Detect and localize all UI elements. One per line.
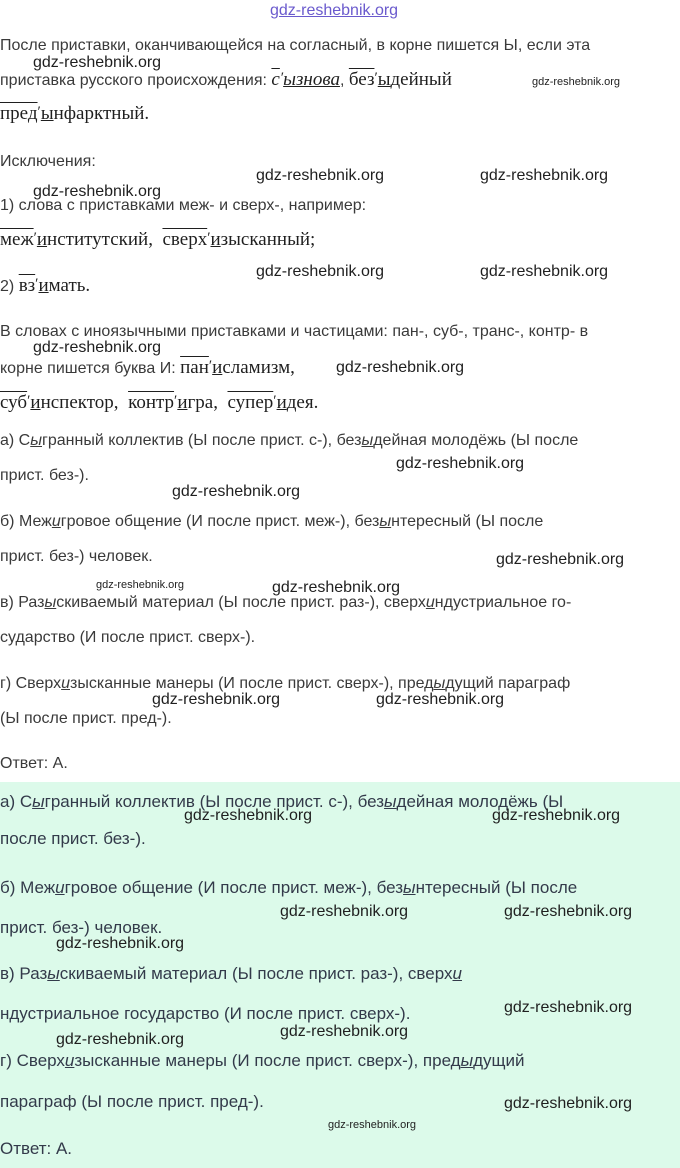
- watermark: gdz-reshebnik.org: [272, 579, 401, 596]
- exceptions-item-2: 2) вз′имать.: [0, 275, 91, 296]
- green-answer-b-line-1: б) Межигровое общение (И после прист. меж-), безынтересный (Ы после: [0, 878, 578, 897]
- answer-a-line-2: прист. без-).: [0, 467, 89, 484]
- example-sznova: с′ызнова: [271, 69, 340, 90]
- watermark: gdz-reshebnik.org: [256, 167, 385, 184]
- answer-a-line-1: а) Сыгранный коллектив (Ы после прист. с-), безыдейная молодёжь (Ы после: [0, 432, 579, 449]
- watermark: gdz-reshebnik.org: [256, 263, 385, 280]
- answer-b-line-1: б) Межигровое общение (И после прист. меж-), безынтересный (Ы после: [0, 513, 544, 530]
- exceptions-examples-1: меж′институтский, сверх′изысканный;: [0, 229, 316, 250]
- rule-line-2: приставка русского происхождения: с′ызнова, без′ыдейный: [0, 69, 452, 90]
- watermark: gdz-reshebnik.org: [376, 691, 505, 708]
- watermark: gdz-reshebnik.org: [532, 76, 621, 88]
- watermark: gdz-reshebnik.org: [336, 359, 465, 376]
- watermark: gdz-reshebnik.org: [184, 807, 313, 824]
- watermark: gdz-reshebnik.org: [492, 807, 621, 824]
- watermark: gdz-reshebnik.org: [172, 483, 301, 500]
- watermark: gdz-reshebnik.org: [56, 935, 185, 952]
- foreign-examples: суб′инспектор, контр′игра, супер′идея.: [0, 392, 319, 413]
- answer-b-line-2: прист. без-) человек.: [0, 548, 153, 565]
- green-answer-g-line-1: г) Сверхизысканные манеры (И после прист. сверх-), предыдущий: [0, 1051, 525, 1070]
- exceptions-title: Исключения:: [0, 153, 96, 170]
- watermark: gdz-reshebnik.org: [396, 455, 525, 472]
- rule-line-2-text: приставка русского происхождения:: [0, 72, 267, 89]
- watermark: gdz-reshebnik.org: [480, 263, 609, 280]
- green-answer-v-line-1: в) Разыскиваемый материал (Ы после прист. раз-), сверхи: [0, 964, 462, 983]
- watermark: gdz-reshebnik.org: [280, 903, 409, 920]
- watermark: gdz-reshebnik.org: [496, 551, 625, 568]
- foreign-line-1: В словах с иноязычными приставками и частицами: пан-, суб-, транс-, контр- в: [0, 323, 589, 340]
- green-answer-a-line-2: после прист. без-).: [0, 829, 146, 848]
- green-answer-a-line-1: а) Сыгранный коллектив (Ы после прист. с-), безыдейная молодёжь (Ы: [0, 792, 564, 811]
- answer-v-line-1: в) Разыскиваемый материал (Ы после прист. раз-), сверхиндустриальное го-: [0, 594, 572, 611]
- watermark: gdz-reshebnik.org: [56, 1031, 185, 1048]
- green-answer-v-line-2: ндустриальное государство (И после прист. сверх-).: [0, 1004, 411, 1023]
- answer-plain: Ответ: А.: [0, 755, 68, 772]
- watermark: gdz-reshebnik.org: [280, 1023, 409, 1040]
- watermark: gdz-reshebnik.org: [504, 1095, 633, 1112]
- watermark: gdz-reshebnik.org: [504, 903, 633, 920]
- answer-v-line-2: сударство (И после прист. сверх-).: [0, 629, 256, 646]
- watermark: gdz-reshebnik.org: [33, 183, 162, 200]
- watermark: gdz-reshebnik.org: [152, 691, 281, 708]
- green-answer-b-line-2: прист. без-) человек.: [0, 918, 163, 937]
- answer-g-line-2: (Ы после прист. пред-).: [0, 710, 172, 727]
- green-answer: Ответ: А.: [0, 1139, 73, 1158]
- foreign-line-2: корне пишется буква И: пан′исламизм,: [0, 357, 295, 378]
- site-link[interactable]: gdz-reshebnik.org: [270, 2, 399, 19]
- exceptions-item-1: 1) слова с приставками меж- и сверх-, например:: [0, 197, 367, 214]
- answer-g-line-1: г) Сверхизысканные манеры (И после прист. сверх-), предыдущий параграф: [0, 675, 571, 692]
- watermark: gdz-reshebnik.org: [33, 339, 162, 356]
- example-predynfarktny: пред′ынфарктный.: [0, 103, 150, 124]
- watermark: gdz-reshebnik.org: [33, 54, 162, 71]
- watermark: gdz-reshebnik.org: [504, 999, 633, 1016]
- rule-line-1: После приставки, оканчивающейся на согласный, в корне пишется Ы, если эта: [0, 37, 591, 54]
- watermark: gdz-reshebnik.org: [480, 167, 609, 184]
- watermark: gdz-reshebnik.org: [96, 579, 185, 591]
- green-answer-g-line-2: параграф (Ы после прист. пред-).: [0, 1092, 264, 1111]
- example-bezydeyny: без′ыдейный: [348, 69, 452, 90]
- watermark: gdz-reshebnik.org: [328, 1119, 417, 1131]
